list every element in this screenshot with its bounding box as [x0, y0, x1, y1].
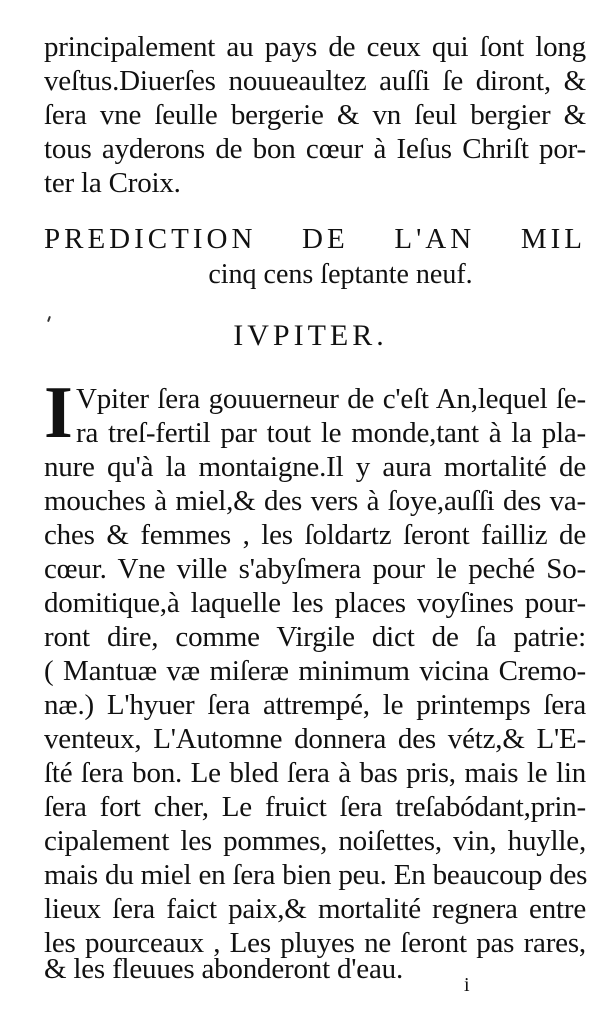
- top-paragraph-line: ſera vne ſeulle bergerie & vn ſeul bergier &: [44, 99, 586, 131]
- prediction-subheading: cinq cens ſeptante neuf.: [208, 259, 473, 290]
- body-line: ſté ſera bon. Le bled ſera à bas pris, mais le lin: [44, 757, 586, 789]
- body-line: ront dire, comme Virgile dict de ſa patrie:: [44, 621, 586, 653]
- body-line: mais du miel en ſera bien peu. En beaucoup des: [44, 859, 588, 891]
- drop-cap: I: [44, 372, 73, 454]
- top-paragraph-line: principalement au pays de ceux qui ſont long: [44, 31, 586, 63]
- signature-mark: i: [464, 974, 470, 996]
- top-paragraph-line: ter la Croix.: [44, 167, 181, 199]
- body-line: ra treſ-fertil par tout le monde,tant à la pla-: [76, 417, 586, 449]
- body-line: les pourceaux , Les pluyes ne ſeront pas rares,: [44, 927, 586, 959]
- body-line: venteux, L'Automne donnera des vétz,& L'E-: [44, 723, 586, 755]
- body-line: ches & femmes , les ſoldartz ſeront failliz de: [44, 519, 586, 551]
- prediction-heading: PREDICTION DE L'AN MIL: [44, 223, 586, 255]
- body-line: cipalement les pommes, noiſettes, vin, huylle,: [44, 825, 586, 857]
- top-paragraph-line: veſtus.Diuerſes nouueaultez auſſi ſe diront, &: [44, 65, 586, 97]
- top-paragraph-line: tous ayderons de bon cœur à Ieſus Chriſt por-: [44, 133, 586, 165]
- body-line: domitique,à laquelle les places voyſines pour-: [44, 587, 586, 619]
- section-title: IVPITER.: [233, 319, 388, 352]
- body-line: nure qu'à la montaigne.Il y aura mortalité de: [44, 451, 586, 483]
- body-line: Vpiter ſera gouuerneur de c'eſt An,lequel ſe-: [76, 383, 586, 415]
- body-line: lieux ſera faict paix,& mortalité regnera entre: [44, 893, 586, 925]
- body-line: & les fleuues abonderont d'eau.: [44, 953, 403, 985]
- body-line: næ.) L'hyuer ſera attrempé, le printemps ſera: [44, 689, 586, 721]
- body-line: ( Mantuæ væ miſeræ minimum vicina Cremo-: [44, 655, 586, 687]
- body-line: mouches à miel,& des vers à ſoye,auſſi des va-: [44, 485, 586, 517]
- body-line: ſera fort cher, Le fruict ſera treſabódant,prin-: [44, 791, 586, 823]
- body-line: cœur. Vne ville s'abyſmera pour le peché So-: [44, 553, 586, 585]
